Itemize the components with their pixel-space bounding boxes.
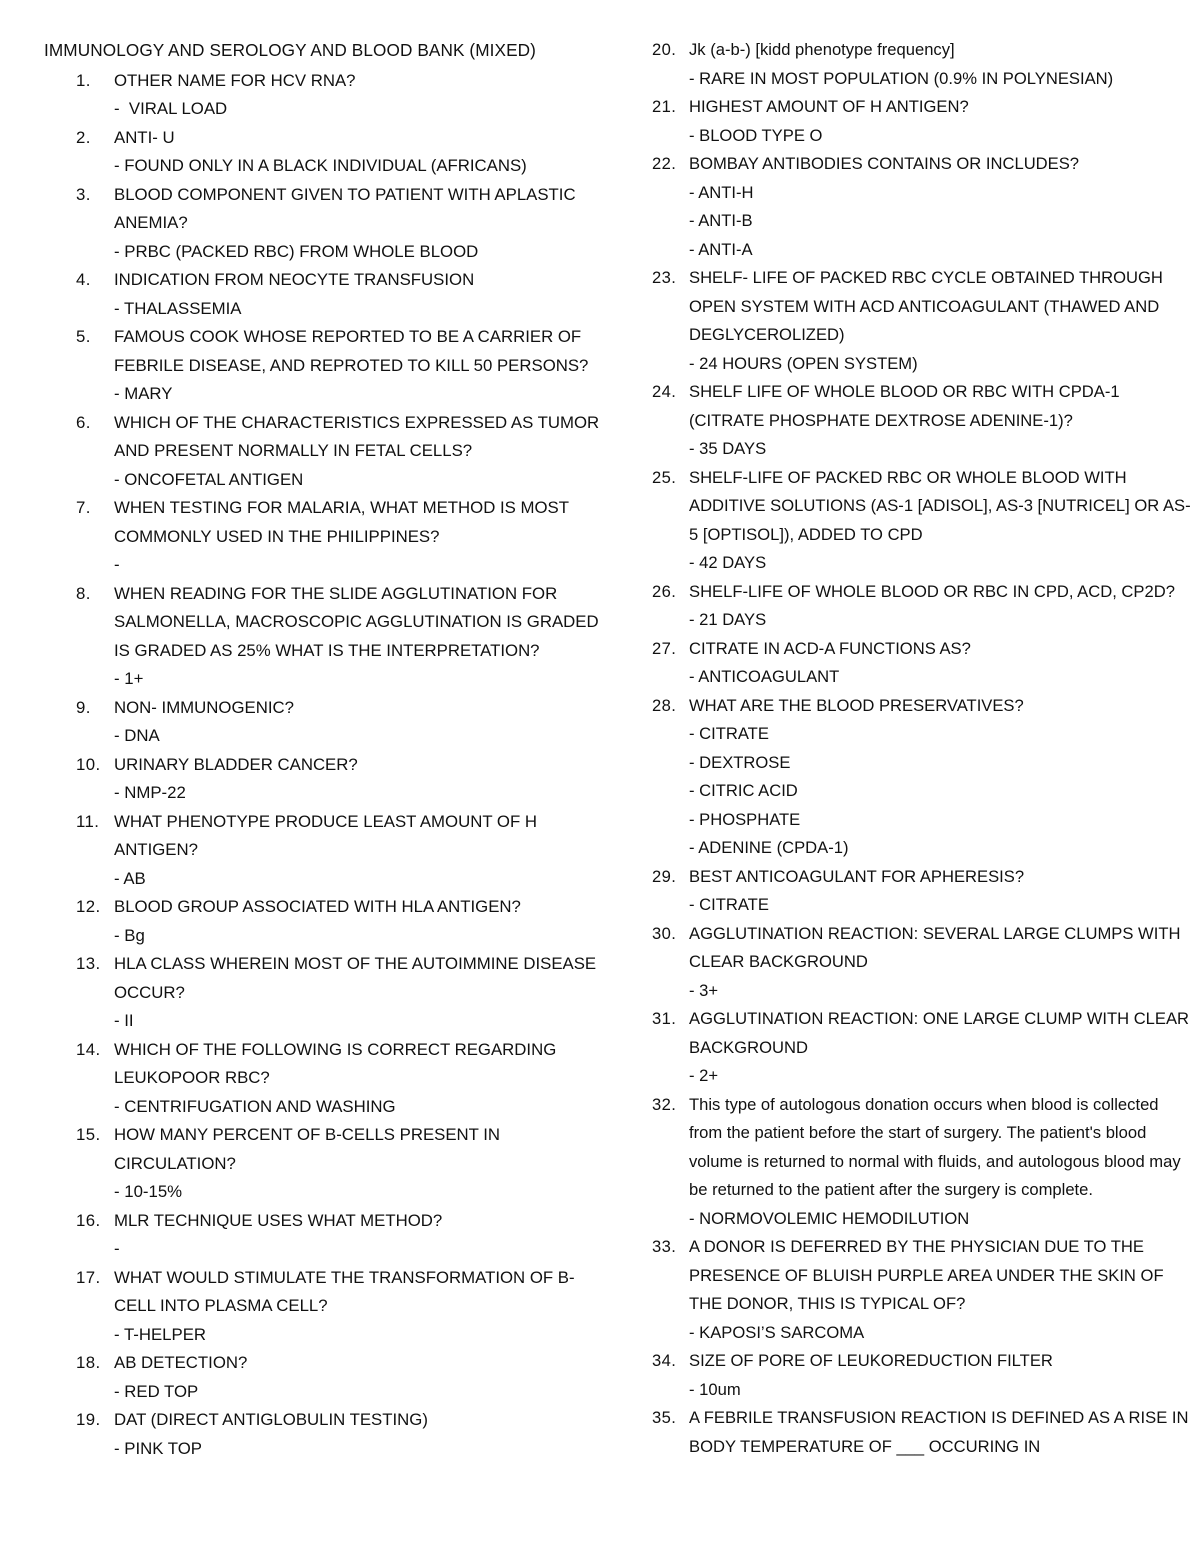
question-body: [689, 150, 1192, 264]
question-body: [114, 1406, 614, 1463]
question-number: 33.: [652, 1237, 677, 1256]
question-text: SHELF LIFE OF WHOLE BLOOD OR RBC WITH CPDA-1 (CITRATE PHOSPHATE DEXTROSE ADENINE-1)?: [689, 382, 1120, 430]
question-text: INDICATION FROM NEOCYTE TRANSFUSION: [114, 270, 475, 289]
answer-text: - II: [114, 1011, 134, 1030]
question-text: WHICH OF THE CHARACTERISTICS EXPRESSED AS TUMOR AND PRESENT NORMALLY IN FETAL CELLS?: [114, 412, 600, 460]
answer-text: - BLOOD TYPE O: [689, 125, 823, 145]
question-item: [76, 181, 614, 267]
question-number: 30.: [652, 923, 677, 943]
question-body: [114, 67, 614, 124]
question-number: 19.: [76, 1410, 101, 1429]
question-body: [114, 409, 614, 495]
question-text: BLOOD COMPONENT GIVEN TO PATIENT WITH APLASTIC ANEMIA?: [114, 184, 576, 232]
question-number: 16.: [76, 1210, 101, 1230]
question-number: 29.: [652, 866, 677, 886]
question-body: [114, 124, 614, 181]
question-body: [689, 692, 1192, 863]
question-body: [689, 93, 1192, 150]
question-number: 25.: [652, 467, 677, 487]
question-number: 2.: [76, 127, 91, 147]
question-body: [689, 36, 1192, 93]
question-item: [652, 93, 1192, 150]
question-text: CITRATE IN ACD-A FUNCTIONS AS?: [689, 638, 971, 658]
answer-text: - 24 HOURS (OPEN SYSTEM): [689, 353, 918, 373]
question-body: [114, 181, 614, 267]
question-item: [76, 950, 614, 1036]
question-text: WHEN TESTING FOR MALARIA, WHAT METHOD IS MOST COMMONLY USED IN THE PHILIPPINES?: [114, 498, 569, 546]
question-item: [652, 692, 1192, 863]
question-text: URINARY BLADDER CANCER?: [114, 754, 358, 774]
question-body: [114, 1036, 614, 1122]
question-number: 12.: [76, 897, 101, 916]
question-number: 15.: [76, 1125, 101, 1144]
answer-text: - 35 DAYS: [689, 439, 767, 458]
question-body: [114, 694, 614, 751]
question-number: 34.: [652, 1351, 677, 1370]
question-item: [652, 1347, 1192, 1404]
question-number: 3.: [76, 184, 91, 204]
answer-text: - NMP-22: [114, 783, 186, 802]
question-text: SHELF-LIFE OF PACKED RBC OR WHOLE BLOOD WITH ADDITIVE SOLUTIONS (AS-1 [ADISOL], AS-3 [NUTRICEL] OR AS-5 [OPTISOL]), ADDED TO CPD: [689, 467, 1191, 544]
question-item: [76, 1121, 614, 1207]
question-number: 7.: [76, 498, 91, 517]
question-body: [689, 378, 1192, 464]
question-body: [114, 751, 614, 808]
question-body: [114, 266, 614, 323]
question-body: [689, 1404, 1192, 1461]
question-number: 24.: [652, 382, 677, 401]
question-body: [114, 893, 614, 950]
question-text: WHICH OF THE FOLLOWING IS CORRECT REGARDING LEUKOPOOR RBC?: [114, 1039, 557, 1087]
answer-text: - NORMOVOLEMIC HEMODILUTION: [689, 1208, 970, 1228]
answer-text: - T-HELPER: [114, 1324, 207, 1344]
question-text: SHELF- LIFE OF PACKED RBC CYCLE OBTAINED THROUGH OPEN SYSTEM WITH ACD ANTICOAGULANT (THAWED AND DEGLYCEROLIZED): [689, 268, 1163, 344]
right-column: [652, 36, 1192, 1461]
question-number: 17.: [76, 1267, 101, 1287]
question-number: 35.: [652, 1408, 677, 1427]
question-text: BEST ANTICOAGULANT FOR APHERESIS?: [689, 866, 1025, 886]
question-body: [689, 863, 1192, 920]
question-text: NON- IMMUNOGENIC?: [114, 697, 294, 717]
question-item: [652, 36, 1192, 93]
question-number: 14.: [76, 1039, 101, 1059]
answer-text: - 10-15%: [114, 1182, 183, 1201]
question-text: HIGHEST AMOUNT OF H ANTIGEN?: [689, 97, 969, 116]
question-number: 21.: [652, 97, 677, 116]
answer-text: - RED TOP: [114, 1381, 199, 1401]
question-number: 11.: [76, 811, 100, 831]
question-item: [652, 1091, 1192, 1234]
document-title: IMMUNOLOGY AND SEROLOGY AND BLOOD BANK (MIXED): [44, 40, 536, 60]
left-column: [44, 36, 614, 1463]
question-text: SIZE OF PORE OF LEUKOREDUCTION FILTER: [689, 1351, 1053, 1370]
answer-text: - CITRATE: [689, 724, 769, 743]
question-item: [652, 464, 1192, 578]
question-number: 9.: [76, 697, 91, 717]
question-number: 5.: [76, 327, 91, 346]
answer-text: - 2+: [689, 1066, 719, 1085]
question-item: [76, 580, 614, 694]
answer-text: - CENTRIFUGATION AND WASHING: [114, 1096, 396, 1116]
question-text: AB DETECTION?: [114, 1353, 248, 1372]
question-item: [652, 863, 1192, 920]
question-item: [652, 635, 1192, 692]
answer-text: - ADENINE (CPDA-1): [689, 838, 849, 857]
question-number: 31.: [652, 1009, 677, 1028]
question-text: WHAT PHENOTYPE PRODUCE LEAST AMOUNT OF H ANTIGEN?: [114, 811, 538, 859]
question-body: [114, 1264, 614, 1350]
question-body: [689, 1091, 1192, 1234]
answer-text: - ANTICOAGULANT: [689, 667, 840, 686]
question-number: 23.: [652, 268, 677, 287]
answer-text: - THALASSEMIA: [114, 298, 242, 318]
question-body: [114, 494, 614, 580]
question-body: [689, 264, 1192, 378]
question-text: HOW MANY PERCENT OF B-CELLS PRESENT IN CIRCULATION?: [114, 1125, 501, 1173]
answer-text: - 3+: [689, 980, 719, 1000]
question-text: FAMOUS COOK WHOSE REPORTED TO BE A CARRIER OF FEBRILE DISEASE, AND REPROTED TO KILL 50 PERSONS?: [114, 327, 589, 375]
answer-text: - 10um: [689, 1379, 741, 1399]
question-item: [652, 1233, 1192, 1347]
question-body: [689, 464, 1192, 578]
answer-text: - ANTI-B: [689, 211, 753, 230]
question-text: ANTI- U: [114, 127, 175, 147]
answer-text: - KAPOSI’S SARCOMA: [689, 1322, 865, 1342]
question-number: 26.: [652, 581, 677, 601]
question-number: 4.: [76, 270, 91, 289]
question-item: [652, 578, 1192, 635]
question-list-right: [652, 36, 1192, 1461]
question-item: [76, 266, 614, 323]
question-list-left: [44, 67, 614, 1464]
question-body: [114, 1207, 614, 1264]
question-item: [652, 920, 1192, 1006]
question-number: 10.: [76, 754, 101, 774]
answer-text: -: [114, 555, 120, 574]
question-text: MLR TECHNIQUE USES WHAT METHOD?: [114, 1210, 443, 1230]
question-text: WHAT WOULD STIMULATE THE TRANSFORMATION OF B-CELL INTO PLASMA CELL?: [114, 1267, 575, 1315]
question-number: 28.: [652, 695, 677, 715]
question-text: Jk (a-b-) [kidd phenotype frequency]: [689, 40, 955, 59]
question-text: WHEN READING FOR THE SLIDE AGGLUTINATION FOR SALMONELLA, MACROSCOPIC AGGLUTINATION IS GRADED IS GRADED AS 25% WHAT IS THE INTERPRETATION?: [114, 583, 599, 660]
question-number: 22.: [652, 154, 677, 173]
question-item: [652, 378, 1192, 464]
question-body: [114, 1121, 614, 1207]
answer-text: - Bg: [114, 925, 145, 945]
question-number: 1.: [76, 70, 91, 90]
answer-text: - PRBC (PACKED RBC) FROM WHOLE BLOOD: [114, 241, 479, 261]
question-text: AGGLUTINATION REACTION: ONE LARGE CLUMP WITH CLEAR BACKGROUND: [689, 1009, 1190, 1057]
question-number: 27.: [652, 638, 677, 658]
answer-text: - AB: [114, 868, 146, 888]
answer-text: - VIRAL LOAD: [114, 99, 228, 118]
answer-text: - ANTI-A: [689, 239, 753, 259]
question-body: [689, 1347, 1192, 1404]
question-text: AGGLUTINATION REACTION: SEVERAL LARGE CLUMPS WITH CLEAR BACKGROUND: [689, 923, 1181, 971]
question-text: This type of autologous donation occurs when blood is collected from the patient before the start of surgery. The patient's blood volume is returned to normal with fluids, and autologous blood may be returned to the patient after the surgery is complete.: [689, 1094, 1181, 1199]
answer-text: - PINK TOP: [114, 1438, 202, 1458]
question-item: [76, 1349, 614, 1406]
question-item: [652, 1005, 1192, 1091]
answer-text: - FOUND ONLY IN A BLACK INDIVIDUAL (AFRICANS): [114, 156, 527, 175]
question-text: DAT (DIRECT ANTIGLOBULIN TESTING): [114, 1410, 428, 1429]
answer-text: - 1+: [114, 669, 144, 688]
question-body: [114, 950, 614, 1036]
question-item: [76, 1406, 614, 1463]
question-number: 6.: [76, 412, 91, 432]
question-item: [76, 494, 614, 580]
question-text: HLA CLASS WHEREIN MOST OF THE AUTOIMMINE DISEASE OCCUR?: [114, 954, 597, 1002]
answer-text: - PHOSPHATE: [689, 809, 801, 829]
question-body: [689, 1005, 1192, 1091]
answer-text: - ONCOFETAL ANTIGEN: [114, 469, 304, 489]
question-text: WHAT ARE THE BLOOD PRESERVATIVES?: [689, 695, 1024, 715]
question-body: [689, 578, 1192, 635]
question-number: 20.: [652, 40, 677, 59]
question-item: [76, 1207, 614, 1264]
question-text: OTHER NAME FOR HCV RNA?: [114, 70, 356, 90]
answer-text: - RARE IN MOST POPULATION (0.9% IN POLYNESIAN): [689, 68, 1114, 88]
question-item: [652, 264, 1192, 378]
question-body: [689, 920, 1192, 1006]
answer-text: - DEXTROSE: [689, 752, 791, 772]
question-body: [114, 323, 614, 409]
question-item: [76, 323, 614, 409]
question-text: A DONOR IS DEFERRED BY THE PHYSICIAN DUE TO THE PRESENCE OF BLUISH PURPLE AREA UNDER THE SKIN OF THE DONOR, THIS IS TYPICAL OF?: [689, 1237, 1164, 1313]
question-item: [76, 1036, 614, 1122]
question-body: [689, 1233, 1192, 1347]
question-body: [114, 1349, 614, 1406]
answer-text: -: [114, 1239, 120, 1258]
answer-text: - CITRATE: [689, 895, 769, 914]
answer-text: - DNA: [114, 726, 160, 745]
question-text: SHELF-LIFE OF WHOLE BLOOD OR RBC IN CPD, ACD, CP2D?: [689, 581, 1175, 601]
question-body: [689, 635, 1192, 692]
question-item: [76, 808, 614, 894]
question-item: [76, 694, 614, 751]
question-number: 13.: [76, 954, 101, 973]
question-text: A FEBRILE TRANSFUSION REACTION IS DEFINED AS A RISE IN BODY TEMPERATURE OF ___ OCCURING IN: [689, 1408, 1189, 1456]
question-item: [76, 751, 614, 808]
question-item: [652, 1404, 1192, 1461]
question-body: [114, 580, 614, 694]
question-text: BOMBAY ANTIBODIES CONTAINS OR INCLUDES?: [689, 154, 1080, 173]
question-item: [76, 124, 614, 181]
question-item: [652, 150, 1192, 264]
question-item: [76, 67, 614, 124]
answer-text: - 21 DAYS: [689, 610, 767, 629]
question-item: [76, 1264, 614, 1350]
question-item: [76, 893, 614, 950]
question-body: [114, 808, 614, 894]
question-item: [76, 409, 614, 495]
answer-text: - ANTI-H: [689, 182, 754, 202]
answer-text: - MARY: [114, 384, 173, 403]
question-text: BLOOD GROUP ASSOCIATED WITH HLA ANTIGEN?: [114, 897, 521, 916]
question-number: 8.: [76, 583, 91, 603]
question-number: 18.: [76, 1353, 101, 1372]
answer-text: - CITRIC ACID: [689, 781, 798, 800]
question-number: 32.: [652, 1094, 677, 1114]
answer-text: - 42 DAYS: [689, 553, 767, 572]
